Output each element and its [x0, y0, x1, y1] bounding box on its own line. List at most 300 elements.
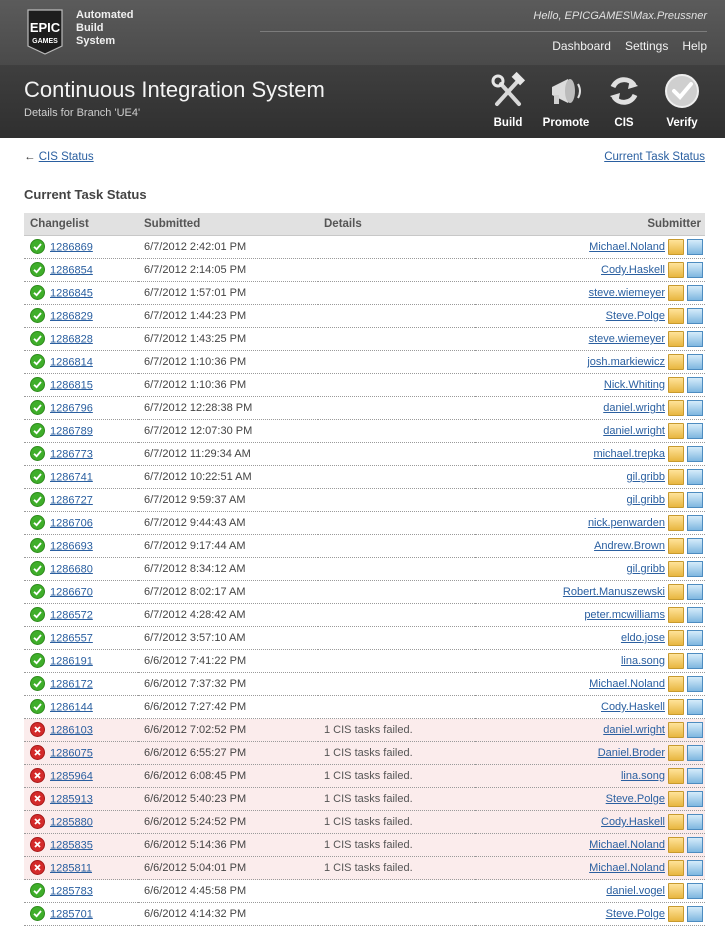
app-name-line2: Build — [76, 22, 104, 34]
submitter-cell — [475, 443, 705, 466]
changelist-cell — [24, 351, 138, 374]
submitter-link[interactable]: eldo.jose — [620, 631, 665, 644]
submitter-cell — [475, 351, 705, 374]
link-row — [0, 138, 725, 178]
table-row[interactable] — [24, 328, 705, 351]
failed-status-icon — [30, 837, 45, 852]
changelist-cell — [24, 880, 138, 903]
document-icon[interactable] — [687, 515, 703, 531]
changelist-link[interactable]: 1285835 — [50, 838, 93, 851]
checkmark-icon — [662, 71, 702, 111]
submitter-link[interactable]: Robert.Manuszewski — [562, 585, 665, 598]
submitted-cell: 6/7/2012 9:44:43 AM — [138, 512, 318, 535]
document-icon[interactable] — [687, 354, 703, 370]
changelist-link[interactable]: 1286815 — [50, 378, 93, 391]
failed-status-icon — [30, 722, 45, 737]
details-cell — [318, 696, 475, 719]
table-row[interactable] — [24, 880, 705, 903]
failed-status-icon — [30, 745, 45, 760]
section-title: Current Task Status — [24, 187, 147, 202]
folder-icon[interactable] — [668, 630, 684, 646]
changelist-link[interactable]: 1286814 — [50, 355, 93, 368]
details-cell — [318, 236, 475, 259]
success-status-icon — [30, 377, 45, 392]
submitted-cell: 6/6/2012 5:04:01 PM — [138, 857, 318, 880]
document-icon[interactable] — [687, 584, 703, 600]
folder-icon[interactable] — [668, 653, 684, 669]
submitter-cell — [475, 627, 705, 650]
submitter-link[interactable]: lina.song — [620, 769, 665, 782]
success-status-icon — [30, 630, 45, 645]
table-row[interactable] — [24, 305, 705, 328]
promote-button[interactable] — [541, 71, 591, 129]
folder-icon[interactable] — [668, 377, 684, 393]
folder-icon[interactable] — [668, 400, 684, 416]
success-status-icon — [30, 607, 45, 622]
folder-icon[interactable] — [668, 584, 684, 600]
success-status-icon — [30, 285, 45, 300]
promote-label: Promote — [542, 117, 590, 129]
submitter-link[interactable]: nick.penwarden — [587, 516, 665, 529]
details-cell — [318, 512, 475, 535]
task-status-table — [24, 213, 705, 926]
nav-dashboard[interactable]: Dashboard — [552, 39, 611, 53]
document-icon[interactable] — [687, 331, 703, 347]
table-row[interactable] — [24, 466, 705, 489]
table-row[interactable] — [24, 558, 705, 581]
folder-icon[interactable] — [668, 515, 684, 531]
changelist-cell — [24, 512, 138, 535]
submitter-cell — [475, 374, 705, 397]
submitted-cell: 6/7/2012 2:14:05 PM — [138, 259, 318, 282]
folder-icon[interactable] — [668, 860, 684, 876]
submitter-cell — [475, 788, 705, 811]
details-cell — [318, 627, 475, 650]
table-row[interactable] — [24, 512, 705, 535]
submitted-cell: 6/6/2012 5:24:52 PM — [138, 811, 318, 834]
table-row[interactable] — [24, 696, 705, 719]
table-row[interactable] — [24, 397, 705, 420]
table-body — [24, 236, 705, 926]
details-cell: 1 CIS tasks failed. — [318, 811, 475, 834]
submitted-cell: 6/7/2012 11:29:34 AM — [138, 443, 318, 466]
failed-status-icon — [30, 791, 45, 806]
changelist-link[interactable]: 1285811 — [50, 861, 93, 874]
folder-icon[interactable] — [668, 837, 684, 853]
changelist-cell — [24, 535, 138, 558]
submitter-link[interactable]: gil.gribb — [626, 470, 665, 483]
changelist-cell — [24, 903, 138, 926]
document-icon[interactable] — [687, 561, 703, 577]
folder-icon[interactable] — [668, 791, 684, 807]
folder-icon[interactable] — [668, 469, 684, 485]
changelist-link[interactable]: 1286789 — [50, 424, 93, 437]
submitter-cell — [475, 512, 705, 535]
top-nav — [552, 39, 707, 53]
table-row[interactable] — [24, 650, 705, 673]
submitter-link[interactable]: Steve.Polge — [605, 792, 665, 805]
submitter-cell — [475, 903, 705, 926]
folder-icon[interactable] — [668, 492, 684, 508]
cis-button[interactable] — [599, 71, 649, 129]
submitter-link[interactable]: Michael.Noland — [589, 861, 665, 874]
changelist-link[interactable]: 1286773 — [50, 447, 93, 460]
column-header-submitted[interactable]: Submitted — [138, 213, 318, 236]
column-header-submitter[interactable]: Submitter — [475, 213, 705, 236]
success-status-icon — [30, 653, 45, 668]
folder-icon[interactable] — [668, 699, 684, 715]
folder-icon[interactable] — [668, 239, 684, 255]
submitter-cell — [475, 397, 705, 420]
verify-button[interactable] — [657, 71, 707, 129]
success-status-icon — [30, 492, 45, 507]
hammer-wrench-icon — [488, 71, 528, 111]
folder-icon[interactable] — [668, 814, 684, 830]
submitter-link[interactable]: Cody.Haskell — [601, 263, 665, 276]
submitter-link[interactable]: michael.trepka — [593, 447, 665, 460]
submitter-link[interactable]: Steve.Polge — [605, 309, 665, 322]
details-cell: 1 CIS tasks failed. — [318, 719, 475, 742]
column-header-details[interactable]: Details — [318, 213, 475, 236]
changelist-link[interactable]: 1286727 — [50, 493, 93, 506]
details-cell — [318, 604, 475, 627]
changelist-cell — [24, 259, 138, 282]
changelist-link[interactable]: 1286670 — [50, 585, 93, 598]
submitted-cell: 6/6/2012 6:08:45 PM — [138, 765, 318, 788]
details-cell — [318, 535, 475, 558]
changelist-cell — [24, 765, 138, 788]
document-icon[interactable] — [687, 791, 703, 807]
column-header-changelist[interactable]: Changelist — [24, 213, 138, 236]
table-row[interactable] — [24, 420, 705, 443]
submitted-cell: 6/7/2012 1:10:36 PM — [138, 374, 318, 397]
submitter-link[interactable]: gil.gribb — [626, 493, 665, 506]
document-icon[interactable] — [687, 699, 703, 715]
submitter-cell — [475, 236, 705, 259]
submitter-cell — [475, 742, 705, 765]
divider — [260, 31, 707, 32]
submitter-link[interactable]: lina.song — [620, 654, 665, 667]
folder-icon[interactable] — [668, 745, 684, 761]
folder-icon[interactable] — [668, 607, 684, 623]
submitted-cell: 6/7/2012 10:22:51 AM — [138, 466, 318, 489]
document-icon[interactable] — [687, 676, 703, 692]
submitter-link[interactable]: Steve.Polge — [605, 907, 665, 920]
table-row[interactable] — [24, 765, 705, 788]
table-row[interactable] — [24, 811, 705, 834]
changelist-link[interactable]: 1286828 — [50, 332, 93, 345]
megaphone-icon — [546, 71, 586, 111]
changelist-link[interactable]: 1285964 — [50, 769, 93, 782]
submitter-cell — [475, 259, 705, 282]
submitter-cell — [475, 765, 705, 788]
folder-icon[interactable] — [668, 446, 684, 462]
details-cell — [318, 650, 475, 673]
failed-status-icon — [30, 768, 45, 783]
nav-settings[interactable]: Settings — [624, 39, 669, 53]
submitter-cell — [475, 857, 705, 880]
submitter-cell — [475, 581, 705, 604]
success-status-icon — [30, 354, 45, 369]
submitted-cell: 6/6/2012 5:40:23 PM — [138, 788, 318, 811]
table-row[interactable] — [24, 259, 705, 282]
success-status-icon — [30, 699, 45, 714]
details-cell: 1 CIS tasks failed. — [318, 742, 475, 765]
changelist-cell — [24, 811, 138, 834]
svg-text:EPIC: EPIC — [29, 20, 61, 35]
submitter-link[interactable]: Michael.Noland — [589, 240, 665, 253]
table-row[interactable] — [24, 443, 705, 466]
details-cell — [318, 489, 475, 512]
changelist-link[interactable]: 1286103 — [50, 723, 93, 736]
success-status-icon — [30, 308, 45, 323]
submitter-link[interactable]: peter.mcwilliams — [584, 608, 665, 621]
folder-icon[interactable] — [668, 538, 684, 554]
toolbar — [483, 71, 707, 129]
submitter-cell — [475, 673, 705, 696]
submitter-cell — [475, 466, 705, 489]
changelist-link[interactable]: 1286191 — [50, 654, 93, 667]
changelist-link[interactable]: 1285783 — [50, 884, 93, 897]
nav-help[interactable]: Help — [682, 39, 707, 53]
changelist-cell — [24, 328, 138, 351]
table-row[interactable] — [24, 351, 705, 374]
submitted-cell: 6/7/2012 3:57:10 AM — [138, 627, 318, 650]
details-cell — [318, 259, 475, 282]
document-icon[interactable] — [687, 607, 703, 623]
details-cell — [318, 558, 475, 581]
submitted-cell: 6/7/2012 8:34:12 AM — [138, 558, 318, 581]
document-icon[interactable] — [687, 883, 703, 899]
folder-icon[interactable] — [668, 883, 684, 899]
changelist-cell — [24, 673, 138, 696]
details-cell — [318, 305, 475, 328]
submitter-link[interactable]: gil.gribb — [626, 562, 665, 575]
submitter-link[interactable]: daniel.vogel — [606, 884, 665, 897]
table-row[interactable] — [24, 903, 705, 926]
changelist-cell — [24, 581, 138, 604]
build-label: Build — [493, 117, 523, 129]
changelist-link[interactable]: 1286741 — [50, 470, 93, 483]
submitter-link[interactable]: daniel.wright — [603, 723, 665, 736]
details-cell — [318, 443, 475, 466]
document-icon[interactable] — [687, 308, 703, 324]
table-row[interactable] — [24, 834, 705, 857]
submitted-cell: 6/6/2012 5:14:36 PM — [138, 834, 318, 857]
document-icon[interactable] — [687, 262, 703, 278]
build-button[interactable] — [483, 71, 533, 129]
changelist-link[interactable]: 1286829 — [50, 309, 93, 322]
document-icon[interactable] — [687, 446, 703, 462]
changelist-link[interactable]: 1286144 — [50, 700, 93, 713]
success-status-icon — [30, 584, 45, 599]
success-status-icon — [30, 676, 45, 691]
table-row[interactable] — [24, 627, 705, 650]
app-name-line3: System — [76, 35, 116, 47]
changelist-link[interactable]: 1286557 — [50, 631, 93, 644]
submitted-cell: 6/7/2012 8:02:17 AM — [138, 581, 318, 604]
details-cell: 1 CIS tasks failed. — [318, 857, 475, 880]
folder-icon[interactable] — [668, 331, 684, 347]
success-status-icon — [30, 538, 45, 553]
details-cell — [318, 351, 475, 374]
submitter-cell — [475, 282, 705, 305]
submitted-cell: 6/6/2012 6:55:27 PM — [138, 742, 318, 765]
document-icon[interactable] — [687, 860, 703, 876]
submitter-cell — [475, 489, 705, 512]
changelist-link[interactable]: 1286680 — [50, 562, 93, 575]
submitter-cell — [475, 535, 705, 558]
folder-icon[interactable] — [668, 722, 684, 738]
changelist-link[interactable]: 1286796 — [50, 401, 93, 414]
folder-icon[interactable] — [668, 561, 684, 577]
success-status-icon — [30, 331, 45, 346]
changelist-link[interactable]: 1286845 — [50, 286, 93, 299]
app-name-line1: Automated — [76, 9, 134, 21]
submitted-cell: 6/7/2012 12:07:30 PM — [138, 420, 318, 443]
table-row[interactable] — [24, 282, 705, 305]
document-icon[interactable] — [687, 906, 703, 922]
document-icon[interactable] — [687, 722, 703, 738]
submitted-cell: 6/6/2012 4:14:32 PM — [138, 903, 318, 926]
changelist-link[interactable]: 1286869 — [50, 240, 93, 253]
submitter-link[interactable]: steve.wiemeyer — [588, 286, 665, 299]
submitted-cell: 6/7/2012 2:42:01 PM — [138, 236, 318, 259]
table-row[interactable] — [24, 857, 705, 880]
document-icon[interactable] — [687, 400, 703, 416]
table-row[interactable] — [24, 604, 705, 627]
folder-icon[interactable] — [668, 354, 684, 370]
submitter-link[interactable]: daniel.wright — [603, 401, 665, 414]
changelist-link[interactable]: 1285913 — [50, 792, 93, 805]
document-icon[interactable] — [687, 285, 703, 301]
table-row[interactable] — [24, 788, 705, 811]
changelist-cell — [24, 719, 138, 742]
details-cell — [318, 328, 475, 351]
document-icon[interactable] — [687, 837, 703, 853]
page-header — [0, 65, 725, 138]
changelist-cell — [24, 420, 138, 443]
submitter-link[interactable]: Andrew.Brown — [594, 539, 665, 552]
submitter-link[interactable]: daniel.wright — [603, 424, 665, 437]
changelist-cell — [24, 236, 138, 259]
changelist-link[interactable]: 1286693 — [50, 539, 93, 552]
details-cell — [318, 581, 475, 604]
submitted-cell: 6/7/2012 1:10:36 PM — [138, 351, 318, 374]
document-icon[interactable] — [687, 239, 703, 255]
folder-icon[interactable] — [668, 423, 684, 439]
submitter-link[interactable]: Michael.Noland — [589, 838, 665, 851]
app-name — [76, 9, 133, 48]
changelist-link[interactable]: 1285701 — [50, 907, 93, 920]
back-nav — [24, 151, 94, 163]
details-cell: 1 CIS tasks failed. — [318, 788, 475, 811]
document-icon[interactable] — [687, 492, 703, 508]
table-row[interactable] — [24, 719, 705, 742]
document-icon[interactable] — [687, 469, 703, 485]
folder-icon[interactable] — [668, 285, 684, 301]
submitted-cell: 6/7/2012 12:28:38 PM — [138, 397, 318, 420]
submitter-link[interactable]: Cody.Haskell — [601, 700, 665, 713]
document-icon[interactable] — [687, 538, 703, 554]
table-row[interactable] — [24, 581, 705, 604]
changelist-link[interactable]: 1286854 — [50, 263, 93, 276]
submitter-cell — [475, 696, 705, 719]
changelist-cell — [24, 604, 138, 627]
task-table-container — [24, 213, 705, 926]
refresh-icon — [604, 71, 644, 111]
document-icon[interactable] — [687, 768, 703, 784]
changelist-link[interactable]: 1286075 — [50, 746, 93, 759]
submitter-link[interactable]: Michael.Noland — [589, 677, 665, 690]
submitted-cell: 6/7/2012 1:43:25 PM — [138, 328, 318, 351]
submitted-cell: 6/7/2012 9:59:37 AM — [138, 489, 318, 512]
submitter-link[interactable]: Nick.Whiting — [603, 378, 665, 391]
submitter-cell — [475, 558, 705, 581]
table-row[interactable] — [24, 673, 705, 696]
submitter-link[interactable]: Daniel.Broder — [597, 746, 665, 759]
submitter-cell — [475, 305, 705, 328]
changelist-link[interactable]: 1286172 — [50, 677, 93, 690]
document-icon[interactable] — [687, 814, 703, 830]
folder-icon[interactable] — [668, 906, 684, 922]
epic-games-logo[interactable] — [24, 8, 66, 56]
submitter-link[interactable]: steve.wiemeyer — [588, 332, 665, 345]
document-icon[interactable] — [687, 630, 703, 646]
success-status-icon — [30, 239, 45, 254]
submitted-cell: 6/6/2012 7:41:22 PM — [138, 650, 318, 673]
folder-icon[interactable] — [668, 676, 684, 692]
document-icon[interactable] — [687, 653, 703, 669]
changelist-cell — [24, 443, 138, 466]
back-arrow-icon: ← — [24, 151, 36, 163]
changelist-cell — [24, 650, 138, 673]
changelist-cell — [24, 397, 138, 420]
submitted-cell: 6/7/2012 1:57:01 PM — [138, 282, 318, 305]
table-row[interactable] — [24, 535, 705, 558]
submitted-cell: 6/6/2012 7:27:42 PM — [138, 696, 318, 719]
changelist-cell — [24, 857, 138, 880]
submitter-cell — [475, 719, 705, 742]
changelist-link[interactable]: 1285880 — [50, 815, 93, 828]
page-title: Continuous Integration System — [24, 77, 325, 102]
submitted-cell: 6/6/2012 7:37:32 PM — [138, 673, 318, 696]
document-icon[interactable] — [687, 745, 703, 761]
folder-icon[interactable] — [668, 768, 684, 784]
submitter-link[interactable]: josh.markiewicz — [587, 355, 665, 368]
table-row[interactable] — [24, 374, 705, 397]
document-icon[interactable] — [687, 377, 703, 393]
table-row[interactable] — [24, 742, 705, 765]
table-row[interactable] — [24, 489, 705, 512]
document-icon[interactable] — [687, 423, 703, 439]
folder-icon[interactable] — [668, 308, 684, 324]
current-task-status-link[interactable]: Current Task Status — [604, 151, 705, 163]
details-cell — [318, 903, 475, 926]
table-row[interactable] — [24, 236, 705, 259]
submitter-link[interactable]: Cody.Haskell — [601, 815, 665, 828]
success-status-icon — [30, 400, 45, 415]
submitter-cell — [475, 834, 705, 857]
details-cell — [318, 673, 475, 696]
changelist-link[interactable]: 1286706 — [50, 516, 93, 529]
submitter-cell — [475, 420, 705, 443]
folder-icon[interactable] — [668, 262, 684, 278]
changelist-link[interactable]: 1286572 — [50, 608, 93, 621]
details-cell — [318, 466, 475, 489]
table-header-row — [24, 213, 705, 236]
cis-status-link[interactable]: CIS Status — [38, 151, 94, 163]
